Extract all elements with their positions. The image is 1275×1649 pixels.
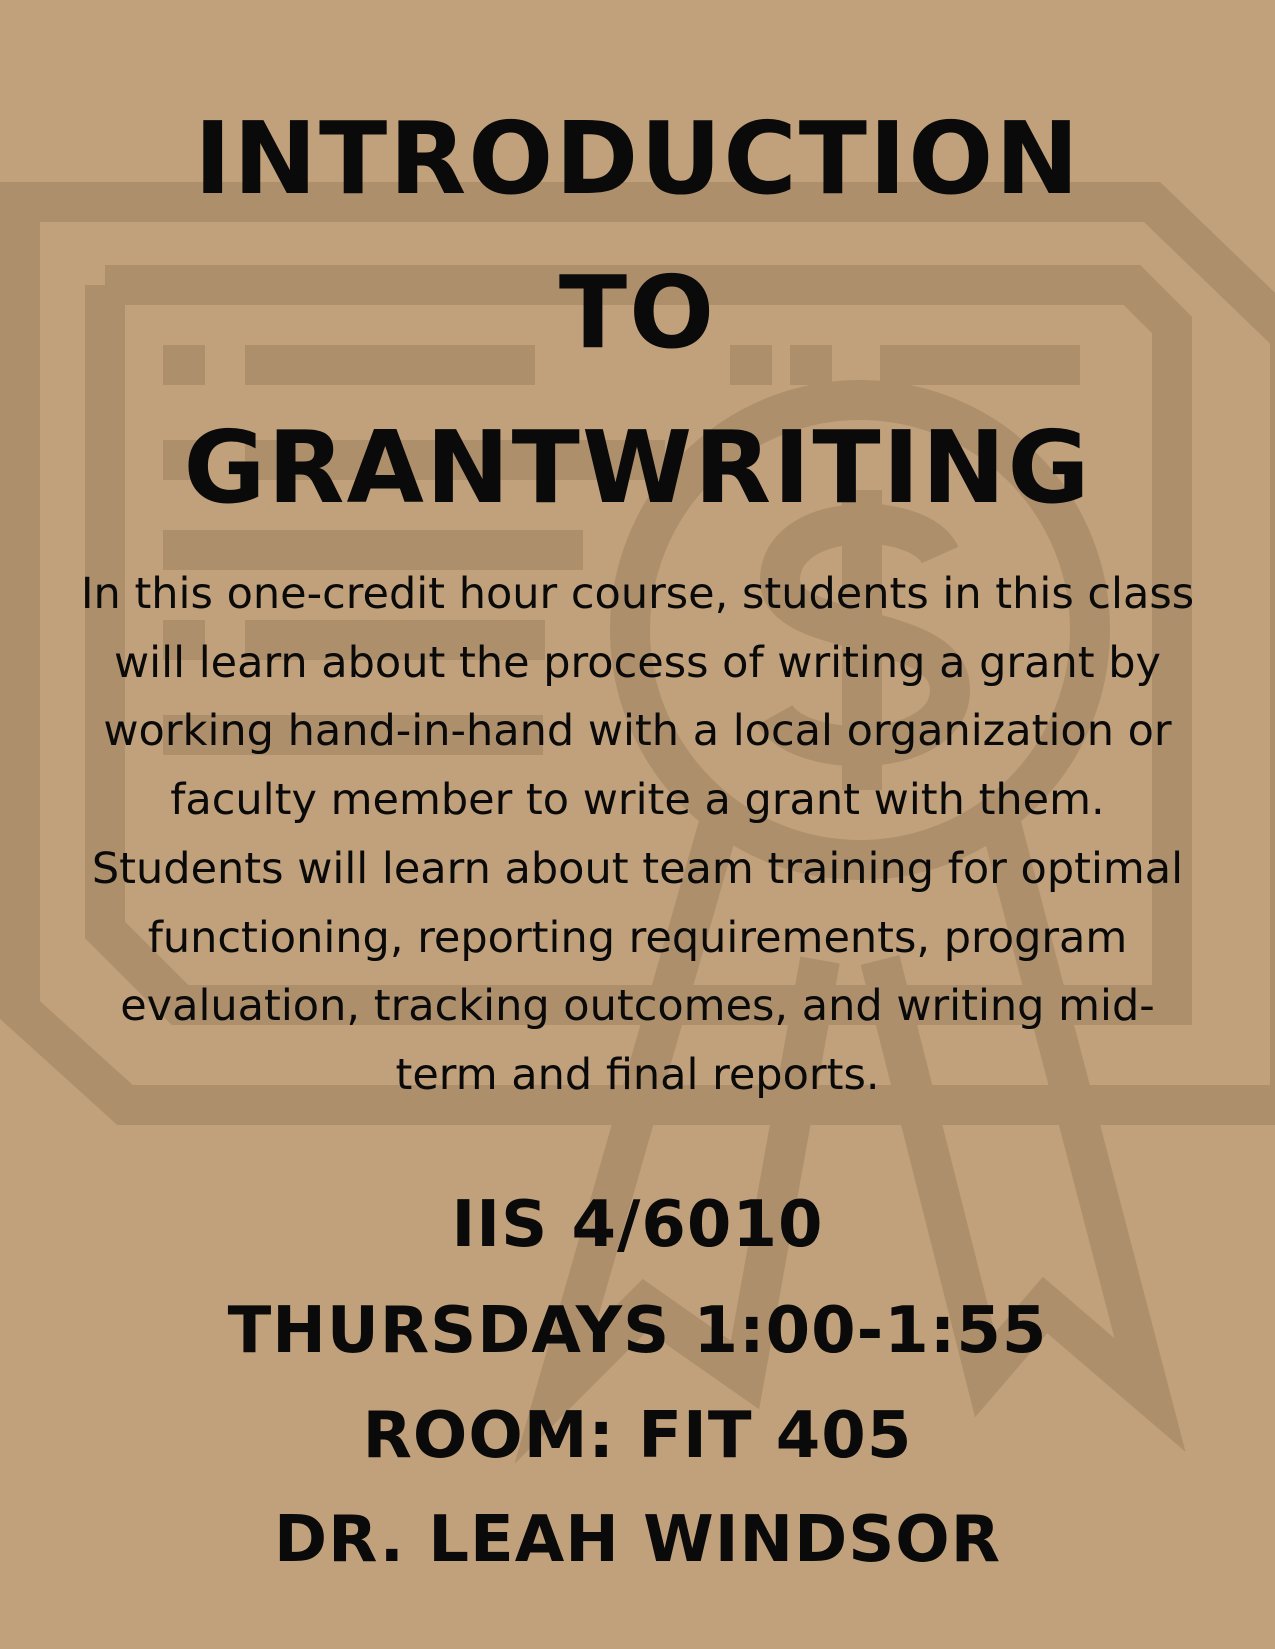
room-location: ROOM: FIT 405 xyxy=(362,1399,913,1473)
meeting-time: THURSDAYS 1:00-1:55 xyxy=(227,1294,1048,1368)
course-number: IIS 4/6010 xyxy=(451,1188,824,1262)
title-line-grantwriting: GRANTWRITING xyxy=(183,409,1092,526)
instructor-name: DR. LEAH WINDSOR xyxy=(274,1503,1001,1577)
course-description: In this one-credit hour course, students in this class will learn about the process of writing a grant by working hand-in-hand with a local organization or faculty member to write a grant with them. Students will learn about team training for optimal functioning, reporting requirements, program evaluation, tracking outcomes, and writing mid-term and final reports. xyxy=(80,569,1195,1100)
title-line-to: TO xyxy=(558,254,717,371)
title-line-introduction: INTRODUCTION xyxy=(194,100,1081,217)
